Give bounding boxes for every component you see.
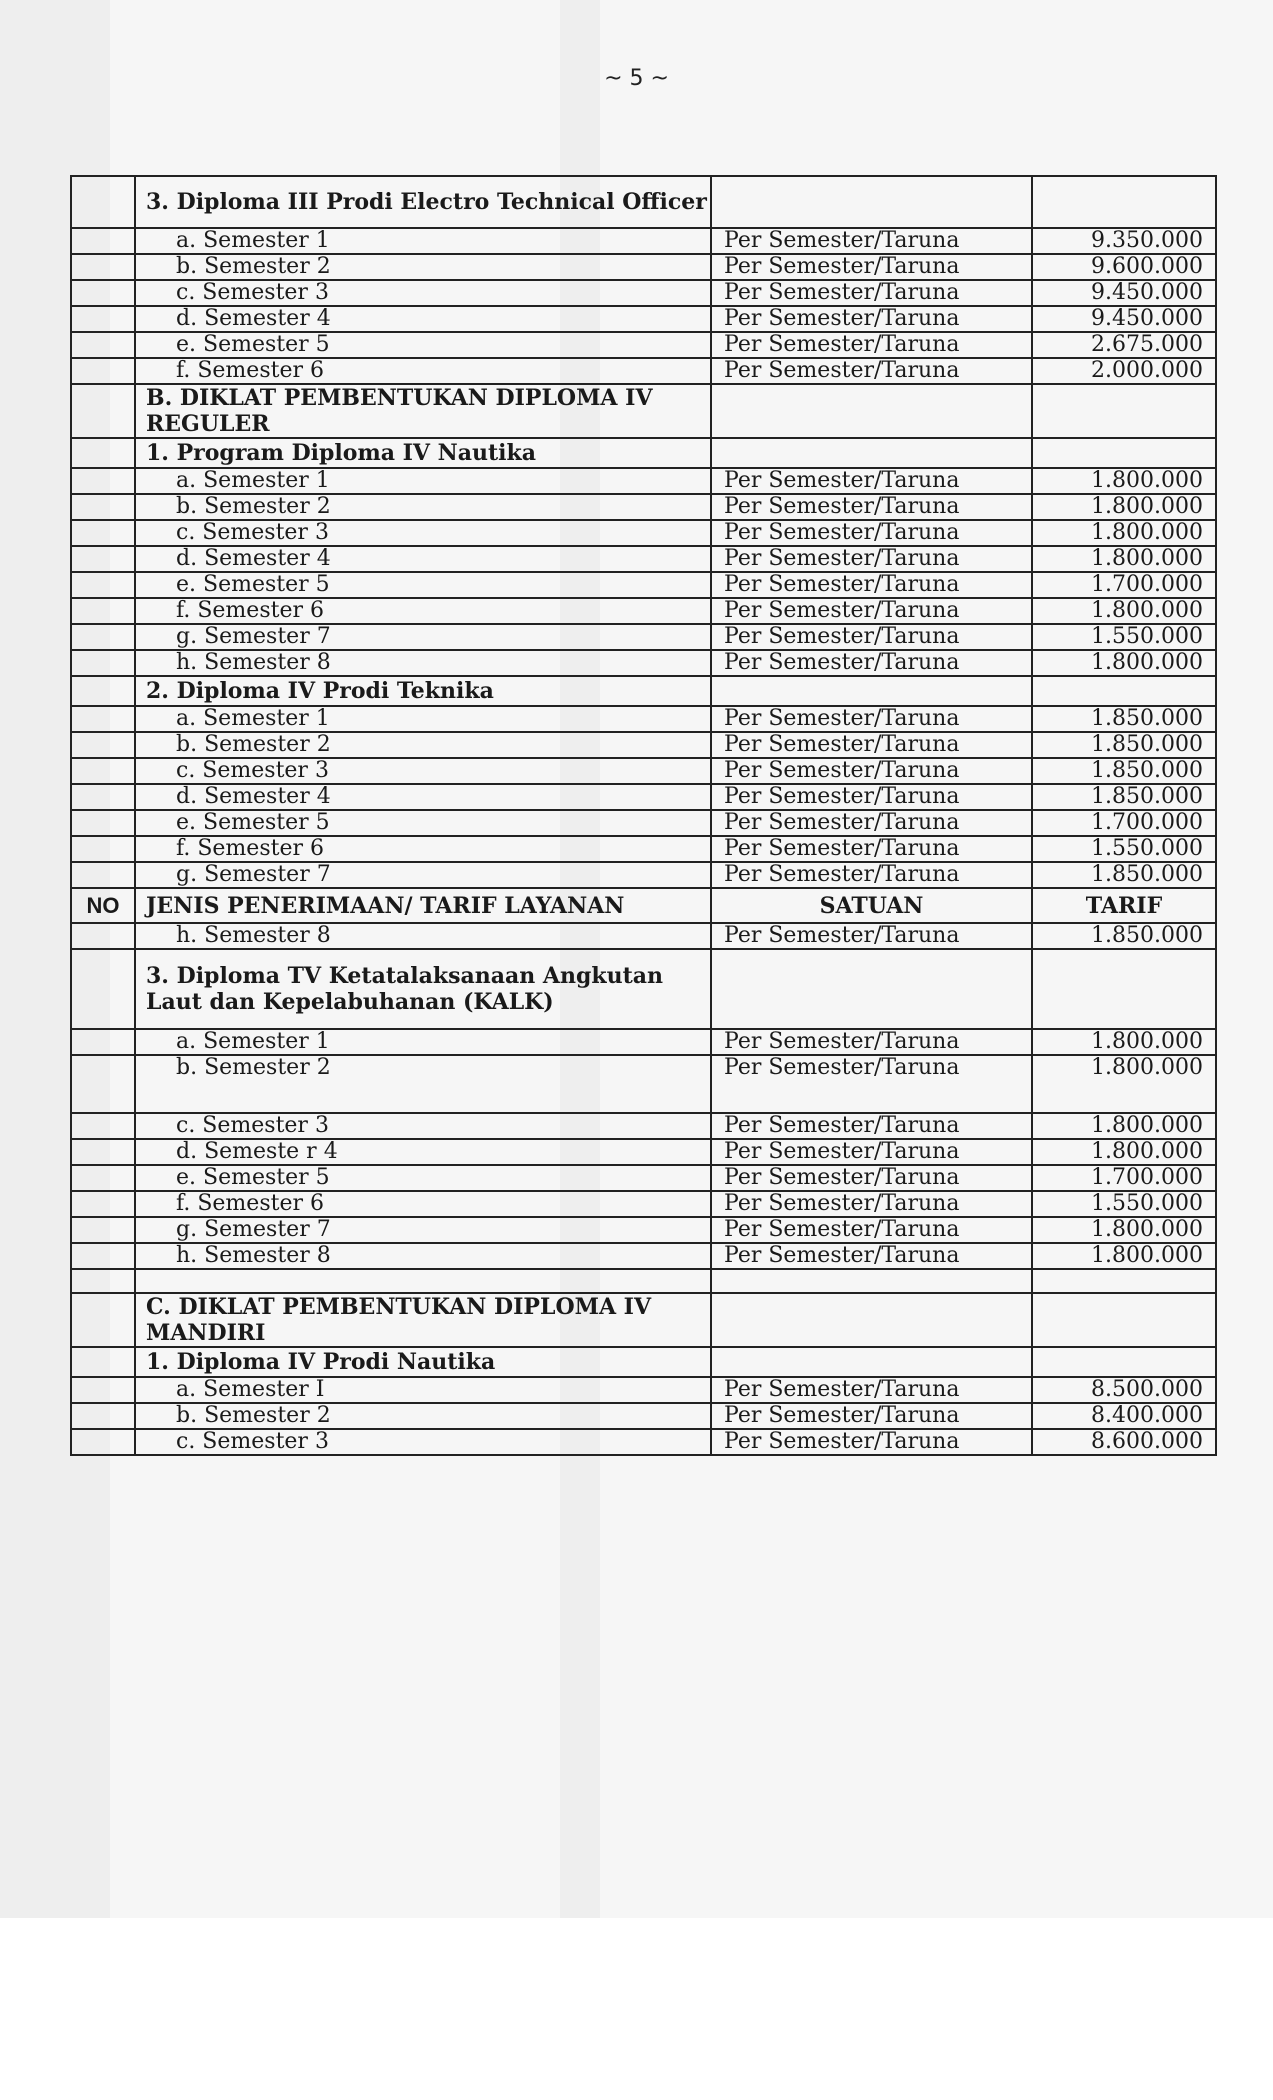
- row-no-cell: [71, 1191, 135, 1217]
- item-label: c. Semester 3: [135, 1113, 711, 1139]
- unit-cell: [711, 676, 1032, 706]
- tarif-cell: 1.550.000: [1032, 1191, 1216, 1217]
- row-no-cell: [71, 1113, 135, 1139]
- item-label: d. Semester 4: [135, 784, 711, 810]
- item-label: e. Semester 5: [135, 1165, 711, 1191]
- table-row: [71, 676, 1216, 706]
- row-no-cell: [71, 1217, 135, 1243]
- table-row: [71, 176, 1216, 228]
- table-row: [71, 1165, 1216, 1191]
- table-row: [71, 836, 1216, 862]
- section-label: 1. Diploma IV Prodi Nautika: [135, 1347, 711, 1377]
- tariff-table: [70, 175, 1217, 1456]
- table-row: [71, 468, 1216, 494]
- item-label: g. Semester 7: [135, 624, 711, 650]
- unit-cell: [711, 176, 1032, 228]
- tarif-cell: 1.550.000: [1032, 624, 1216, 650]
- row-no-cell: [71, 923, 135, 949]
- table-row: [71, 598, 1216, 624]
- item-label: a. Semester 1: [135, 228, 711, 254]
- section-label: B. DIKLAT PEMBENTUKAN DIPLOMA IV REGULER: [135, 384, 711, 438]
- row-no-cell: [71, 598, 135, 624]
- table-row: [71, 1113, 1216, 1139]
- section-label: 2. Diploma IV Prodi Teknika: [135, 676, 711, 706]
- item-label: h. Semester 8: [135, 923, 711, 949]
- unit-cell: Per Semester/Taruna: [711, 468, 1032, 494]
- section-label: 3. Diploma III Prodi Electro Technical Officer: [135, 176, 711, 228]
- row-no-cell: [71, 732, 135, 758]
- table-row: [71, 384, 1216, 438]
- tarif-cell: [1032, 676, 1216, 706]
- unit-cell: Per Semester/Taruna: [711, 1055, 1032, 1113]
- table-row: [71, 1055, 1216, 1113]
- row-no-cell: [71, 1269, 135, 1293]
- table-header: [71, 888, 1216, 923]
- table-row: [71, 650, 1216, 676]
- unit-cell: [711, 1293, 1032, 1347]
- unit-cell: Per Semester/Taruna: [711, 732, 1032, 758]
- tarif-cell: [1032, 384, 1216, 438]
- tarif-cell: 1.800.000: [1032, 1113, 1216, 1139]
- row-no-cell: [71, 1165, 135, 1191]
- unit-cell: Per Semester/Taruna: [711, 254, 1032, 280]
- item-label: g. Semester 7: [135, 862, 711, 888]
- unit-cell: Per Semester/Taruna: [711, 1113, 1032, 1139]
- tarif-cell: [1032, 949, 1216, 1029]
- row-no-cell: [71, 784, 135, 810]
- item-label: h. Semester 8: [135, 1243, 711, 1269]
- table-row: [71, 280, 1216, 306]
- row-no-cell: [71, 332, 135, 358]
- unit-cell: Per Semester/Taruna: [711, 1429, 1032, 1455]
- tarif-cell: [1032, 438, 1216, 468]
- item-label: d. Semester 4: [135, 306, 711, 332]
- unit-cell: Per Semester/Taruna: [711, 306, 1032, 332]
- item-label: a. Semester 1: [135, 706, 711, 732]
- item-label: [135, 1269, 711, 1293]
- tarif-cell: 1.800.000: [1032, 546, 1216, 572]
- tarif-cell: 9.450.000: [1032, 280, 1216, 306]
- tarif-cell: 1.700.000: [1032, 1165, 1216, 1191]
- row-no-cell: [71, 1377, 135, 1403]
- unit-cell: Per Semester/Taruna: [711, 598, 1032, 624]
- table-row: [71, 358, 1216, 384]
- item-label: f. Semester 6: [135, 1191, 711, 1217]
- tarif-cell: 1.700.000: [1032, 572, 1216, 598]
- tarif-cell: 1.800.000: [1032, 1243, 1216, 1269]
- unit-cell: Per Semester/Taruna: [711, 836, 1032, 862]
- table-row: [71, 254, 1216, 280]
- tarif-cell: 1.800.000: [1032, 494, 1216, 520]
- row-no-cell: [71, 836, 135, 862]
- tarif-cell: 9.600.000: [1032, 254, 1216, 280]
- tarif-cell: [1032, 1347, 1216, 1377]
- unit-cell: Per Semester/Taruna: [711, 1191, 1032, 1217]
- tarif-cell: 1.800.000: [1032, 468, 1216, 494]
- unit-cell: Per Semester/Taruna: [711, 1165, 1032, 1191]
- row-no-cell: [71, 546, 135, 572]
- unit-cell: Per Semester/Taruna: [711, 1377, 1032, 1403]
- table-row: [71, 1243, 1216, 1269]
- row-no-cell: [71, 280, 135, 306]
- tarif-cell: 1.800.000: [1032, 1055, 1216, 1113]
- row-no-cell: [71, 706, 135, 732]
- tarif-cell: 8.600.000: [1032, 1429, 1216, 1455]
- unit-cell: Per Semester/Taruna: [711, 784, 1032, 810]
- header-row: [71, 888, 1216, 923]
- item-label: h. Semester 8: [135, 650, 711, 676]
- section-label: C. DIKLAT PEMBENTUKAN DIPLOMA IV MANDIRI: [135, 1293, 711, 1347]
- unit-cell: Per Semester/Taruna: [711, 1217, 1032, 1243]
- tarif-cell: 1.850.000: [1032, 706, 1216, 732]
- table-row: [71, 949, 1216, 1029]
- tarif-cell: 1.700.000: [1032, 810, 1216, 836]
- table-row: [71, 494, 1216, 520]
- row-no-cell: [71, 1243, 135, 1269]
- row-no-cell: [71, 358, 135, 384]
- item-label: b. Semester 2: [135, 254, 711, 280]
- unit-cell: Per Semester/Taruna: [711, 1139, 1032, 1165]
- tarif-cell: 1.800.000: [1032, 1217, 1216, 1243]
- table-row: [71, 438, 1216, 468]
- item-label: f. Semester 6: [135, 358, 711, 384]
- unit-cell: [711, 438, 1032, 468]
- unit-cell: Per Semester/Taruna: [711, 280, 1032, 306]
- tarif-cell: [1032, 176, 1216, 228]
- tarif-cell: 1.850.000: [1032, 923, 1216, 949]
- unit-cell: Per Semester/Taruna: [711, 572, 1032, 598]
- table-row: [71, 862, 1216, 888]
- item-label: a. Semester I: [135, 1377, 711, 1403]
- table-row: [71, 546, 1216, 572]
- tarif-cell: 9.350.000: [1032, 228, 1216, 254]
- item-label: b. Semester 2: [135, 494, 711, 520]
- unit-cell: [711, 949, 1032, 1029]
- table-row: [71, 1377, 1216, 1403]
- row-no-cell: [71, 306, 135, 332]
- table-row: [71, 572, 1216, 598]
- row-no-cell: [71, 1293, 135, 1347]
- tarif-cell: 1.800.000: [1032, 520, 1216, 546]
- unit-cell: Per Semester/Taruna: [711, 1243, 1032, 1269]
- table-row: [71, 758, 1216, 784]
- item-label: g. Semester 7: [135, 1217, 711, 1243]
- item-label: b. Semester 2: [135, 732, 711, 758]
- item-label: f. Semester 6: [135, 836, 711, 862]
- table-row: [71, 520, 1216, 546]
- table-row: [71, 228, 1216, 254]
- item-label: a. Semester 1: [135, 1029, 711, 1055]
- tarif-cell: 1.850.000: [1032, 784, 1216, 810]
- tarif-cell: 1.800.000: [1032, 650, 1216, 676]
- tarif-cell: 8.500.000: [1032, 1377, 1216, 1403]
- header-tarif: TARIF: [1032, 888, 1216, 923]
- header-no: NO: [71, 888, 135, 923]
- tarif-cell: 1.800.000: [1032, 1029, 1216, 1055]
- unit-cell: Per Semester/Taruna: [711, 332, 1032, 358]
- table-row: [71, 706, 1216, 732]
- section-label: 1. Program Diploma IV Nautika: [135, 438, 711, 468]
- table-row: [71, 1191, 1216, 1217]
- unit-cell: [711, 384, 1032, 438]
- unit-cell: Per Semester/Taruna: [711, 650, 1032, 676]
- table-row: [71, 332, 1216, 358]
- item-label: c. Semester 3: [135, 1429, 711, 1455]
- header-satuan: SATUAN: [711, 888, 1032, 923]
- item-label: d. Semester 4: [135, 546, 711, 572]
- row-no-cell: [71, 1055, 135, 1113]
- unit-cell: Per Semester/Taruna: [711, 358, 1032, 384]
- tarif-cell: 8.400.000: [1032, 1403, 1216, 1429]
- item-label: c. Semester 3: [135, 520, 711, 546]
- tarif-cell: 2.000.000: [1032, 358, 1216, 384]
- item-label: e. Semester 5: [135, 332, 711, 358]
- unit-cell: Per Semester/Taruna: [711, 923, 1032, 949]
- row-no-cell: [71, 810, 135, 836]
- row-no-cell: [71, 862, 135, 888]
- table-row: [71, 1269, 1216, 1293]
- table-body-bottom: [71, 923, 1216, 1455]
- row-no-cell: [71, 228, 135, 254]
- item-label: f. Semester 6: [135, 598, 711, 624]
- row-no-cell: [71, 758, 135, 784]
- table-row: [71, 1029, 1216, 1055]
- tarif-cell: 1.550.000: [1032, 836, 1216, 862]
- item-label: e. Semester 5: [135, 810, 711, 836]
- unit-cell: Per Semester/Taruna: [711, 546, 1032, 572]
- table-row: [71, 1347, 1216, 1377]
- row-no-cell: [71, 1403, 135, 1429]
- table-body-top: [71, 176, 1216, 888]
- item-label: a. Semester 1: [135, 468, 711, 494]
- row-no-cell: [71, 494, 135, 520]
- row-no-cell: [71, 468, 135, 494]
- tarif-cell: [1032, 1269, 1216, 1293]
- unit-cell: Per Semester/Taruna: [711, 706, 1032, 732]
- row-no-cell: [71, 650, 135, 676]
- row-no-cell: [71, 1139, 135, 1165]
- item-label: c. Semester 3: [135, 758, 711, 784]
- unit-cell: Per Semester/Taruna: [711, 758, 1032, 784]
- unit-cell: Per Semester/Taruna: [711, 810, 1032, 836]
- table-row: [71, 1139, 1216, 1165]
- table-row: [71, 732, 1216, 758]
- table-row: [71, 1403, 1216, 1429]
- row-no-cell: [71, 254, 135, 280]
- table-row: [71, 1429, 1216, 1455]
- row-no-cell: [71, 1347, 135, 1377]
- table-row: [71, 810, 1216, 836]
- page-number: ~ 5 ~: [604, 66, 669, 91]
- unit-cell: Per Semester/Taruna: [711, 624, 1032, 650]
- tarif-cell: [1032, 1293, 1216, 1347]
- tarif-cell: 9.450.000: [1032, 306, 1216, 332]
- tarif-cell: 1.850.000: [1032, 862, 1216, 888]
- unit-cell: Per Semester/Taruna: [711, 520, 1032, 546]
- row-no-cell: [71, 624, 135, 650]
- unit-cell: [711, 1347, 1032, 1377]
- row-no-cell: [71, 1429, 135, 1455]
- row-no-cell: [71, 572, 135, 598]
- row-no-cell: [71, 520, 135, 546]
- row-no-cell: [71, 949, 135, 1029]
- section-label: 3. Diploma TV Ketatalaksanaan Angkutan Laut dan Kepelabuhanan (KALK): [135, 949, 711, 1029]
- unit-cell: Per Semester/Taruna: [711, 228, 1032, 254]
- unit-cell: [711, 1269, 1032, 1293]
- table-row: [71, 923, 1216, 949]
- item-label: b. Semester 2: [135, 1055, 711, 1113]
- table-row: [71, 306, 1216, 332]
- item-label: b. Semester 2: [135, 1403, 711, 1429]
- header-jenis: JENIS PENERIMAAN/ TARIF LAYANAN: [135, 888, 711, 923]
- row-no-cell: [71, 1029, 135, 1055]
- tarif-cell: 1.850.000: [1032, 758, 1216, 784]
- table-row: [71, 1217, 1216, 1243]
- row-no-cell: [71, 176, 135, 228]
- tarif-cell: 1.800.000: [1032, 1139, 1216, 1165]
- item-label: d. Semeste r 4: [135, 1139, 711, 1165]
- row-no-cell: [71, 676, 135, 706]
- table-row: [71, 624, 1216, 650]
- tarif-cell: 2.675.000: [1032, 332, 1216, 358]
- unit-cell: Per Semester/Taruna: [711, 1403, 1032, 1429]
- unit-cell: Per Semester/Taruna: [711, 862, 1032, 888]
- tarif-cell: 1.850.000: [1032, 732, 1216, 758]
- item-label: e. Semester 5: [135, 572, 711, 598]
- row-no-cell: [71, 384, 135, 438]
- table-row: [71, 784, 1216, 810]
- table-row: [71, 1293, 1216, 1347]
- item-label: c. Semester 3: [135, 280, 711, 306]
- unit-cell: Per Semester/Taruna: [711, 494, 1032, 520]
- tarif-cell: 1.800.000: [1032, 598, 1216, 624]
- unit-cell: Per Semester/Taruna: [711, 1029, 1032, 1055]
- row-no-cell: [71, 438, 135, 468]
